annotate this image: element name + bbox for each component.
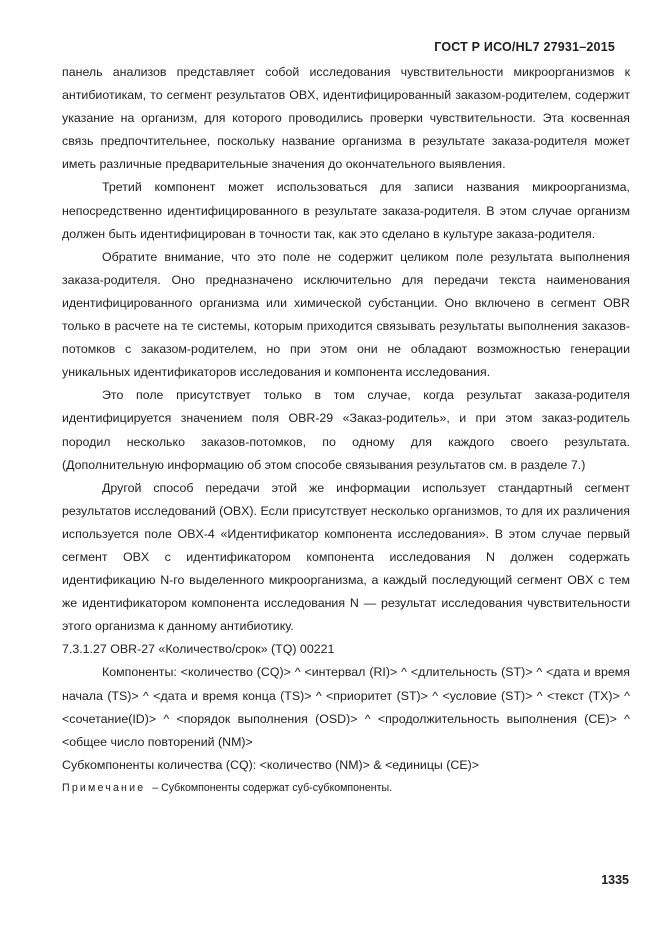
note-text: – Субкомпоненты содержат суб-субкомпоненты.: [152, 781, 393, 794]
body-paragraph: Это поле присутствует только в том случае, когда результат заказа-родителя идентифицируется значением поля OBR-29 «Заказ-родитель», и при этом заказ-родитель породил несколько заказов-потомков, по одному для каждого своего результата. (Дополнительную информацию об этом способе связывания результатов см. в разделе 7.): [62, 388, 630, 472]
page-number: 1335: [601, 873, 629, 887]
components-paragraph: Компоненты: <количество (CQ)> ^ <интервал (RI)> ^ <длительность (ST)> ^ <дата и время начала (TS)> ^ <дата и время конца (TS)> ^ <приоритет (ST)> ^ <условие (ST)> ^ <текст (TX)> ^ <сочетание(ID)> ^ <порядок выполнения (OSD)> ^ <продолжительность выполнения (CE)> ^ <общее число повторений (NM)>: [62, 665, 630, 749]
page-body: [62, 61, 630, 800]
body-paragraph: Другой способ передачи этой же информации использует стандартный сегмент результатов исследований (OBX). Если присутствует несколько организмов, то для их различения используется поле OBX-4 «Идентификатор компонента исследования». В этом случае первый сегмент OBX с идентификатором компонента исследования N должен содержать идентификацию N-го выделенного микроорганизма, а каждый последующий сегмент OBX с тем же идентификатором компонента исследования N — результат исследования чувствительности этого организма к данному антибиотику.: [62, 480, 630, 634]
body-paragraph: Обратите внимание, что это поле не содержит целиком поле результата выполнения заказа-родителя. Оно предназначено исключительно для передачи текста наименования идентифицированного организма или химической субстанции. Оно включено в сегмент OBR только в расчете на те системы, которым приходится связывать результаты выполнения заказов-потомков с заказом-родителем, но при этом они не обладают возможностью генерации уникальных идентификаторов исследования и компонента исследования.: [62, 249, 630, 380]
section-heading: 7.3.1.27 OBR-27 «Количество/срок» (TQ) 00221: [62, 642, 335, 657]
note: [62, 777, 630, 800]
note-label: Примечание: [62, 781, 146, 794]
document-header: ГОСТ Р ИСО/HL7 27931–2015: [434, 40, 615, 54]
body-paragraph: панель анализов представляет собой исследования чувствительности микроорганизмов к антибиотикам, то сегмент результатов OBX, идентифицированный заказом-родителем, содержит указание на организм, для которого проводились проверки чувствительности. Эта косвенная связь предпочтительнее, поскольку название организма в результате заказа-родителя может иметь различные предварительные значения до окончательного выявления.: [62, 65, 630, 172]
body-paragraph: Третий компонент может использоваться для записи названия микроорганизма, непосредственно идентифицированного в результате заказа-родителя. В этом случае организм должен быть идентифицирован в точности так, как это сделано в культуре заказа-родителя.: [62, 180, 630, 241]
subcomponents-paragraph: Субкомпоненты количества (CQ): <количество (NM)> & <единицы (CE)>: [62, 757, 479, 772]
